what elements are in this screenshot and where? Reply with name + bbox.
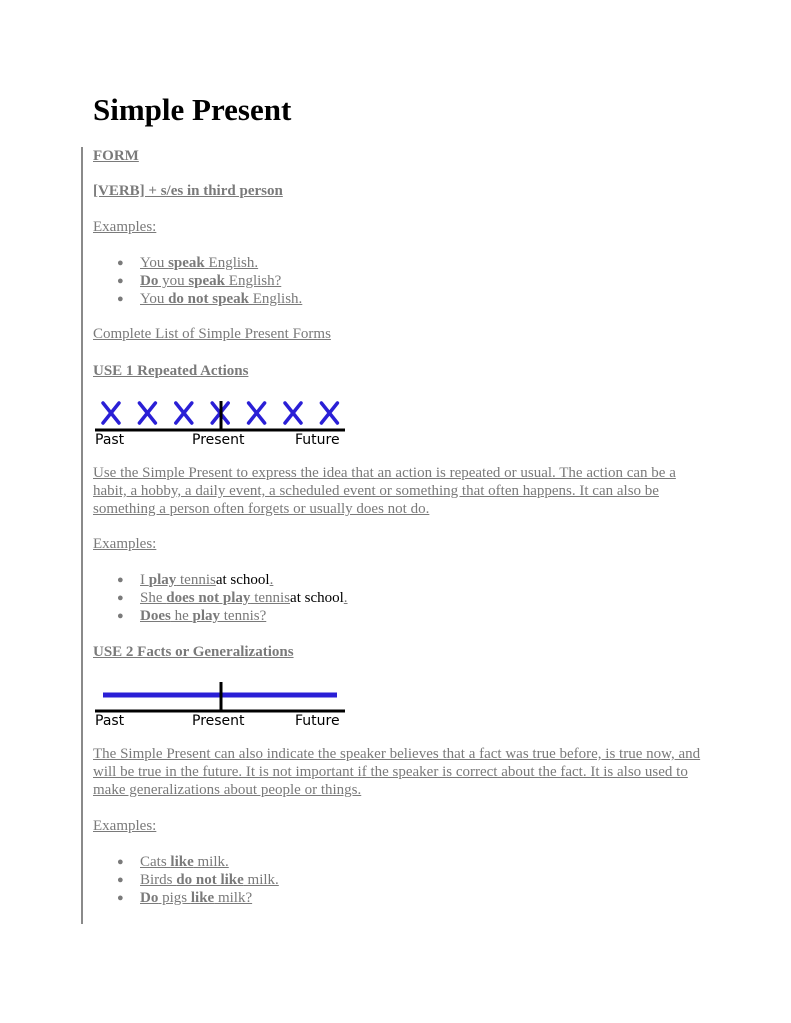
example-item bbox=[93, 607, 348, 625]
example-text: English. bbox=[248, 291, 303, 307]
timeline-past-label: Past bbox=[95, 713, 125, 728]
use1-examples-list bbox=[93, 571, 348, 625]
example-text: You bbox=[140, 255, 169, 271]
example-text: tennis? bbox=[220, 608, 267, 624]
bullet-icon: ● bbox=[117, 592, 124, 604]
use1-examples-label: Examples: bbox=[93, 536, 157, 552]
example-text: like bbox=[190, 890, 215, 906]
timeline-future-label: Future bbox=[295, 713, 340, 728]
forms-list-link[interactable]: Complete List of Simple Present Forms bbox=[93, 326, 331, 342]
example-text: play bbox=[192, 608, 221, 624]
example-text: . bbox=[343, 590, 348, 606]
example-text: do not like bbox=[176, 872, 244, 888]
use2-examples-label: Examples: bbox=[93, 818, 157, 834]
use2-timeline bbox=[93, 680, 353, 728]
use2-heading: USE 2 Facts or Generalizations bbox=[93, 644, 294, 660]
example-text: She bbox=[140, 590, 167, 606]
form-examples-list bbox=[93, 254, 302, 308]
example-text: English? bbox=[225, 273, 282, 289]
example-item bbox=[93, 853, 279, 871]
example-text: does not play bbox=[166, 590, 251, 606]
x-mark-icon bbox=[176, 403, 192, 423]
timeline-present-label: Present bbox=[192, 432, 245, 447]
example-text: speak bbox=[188, 273, 226, 289]
bullet-icon: ● bbox=[117, 574, 124, 586]
form-heading: FORM bbox=[93, 148, 139, 164]
example-item bbox=[93, 871, 279, 889]
example-text: tennis bbox=[176, 572, 216, 588]
example-item bbox=[93, 290, 302, 308]
example-item bbox=[93, 254, 302, 272]
use2-examples-list bbox=[93, 853, 279, 907]
example-text: he bbox=[170, 608, 193, 624]
example-text: tennis bbox=[250, 590, 291, 606]
example-text: pigs bbox=[158, 890, 191, 906]
bullet-icon: ● bbox=[117, 275, 124, 287]
section-left-border bbox=[81, 147, 83, 924]
example-text: milk. bbox=[243, 872, 279, 888]
example-text: Cats bbox=[140, 854, 171, 870]
example-item bbox=[93, 589, 348, 607]
timeline-present-label: Present bbox=[192, 713, 245, 728]
bullet-icon: ● bbox=[117, 257, 124, 269]
example-text: play bbox=[148, 572, 177, 588]
x-mark-icon bbox=[249, 403, 265, 423]
example-text: milk. bbox=[193, 854, 229, 870]
example-text: you bbox=[158, 273, 189, 289]
x-mark-icon bbox=[321, 403, 337, 423]
use1-timeline bbox=[93, 399, 353, 447]
example-text: Does bbox=[140, 608, 171, 624]
page-title: Simple Present bbox=[93, 92, 292, 127]
bullet-icon: ● bbox=[117, 874, 124, 886]
example-text: like bbox=[170, 854, 194, 870]
example-text: Do bbox=[140, 890, 159, 906]
use2-description: The Simple Present can also indicate the speaker believes that a fact was true before, is true now, and will be true in the future. It is not important if the speaker is correct about the fact. It is also used to make generalizations about people or things. bbox=[93, 746, 701, 798]
example-text: I bbox=[140, 572, 149, 588]
form-examples-label: Examples: bbox=[93, 219, 157, 235]
example-item bbox=[93, 889, 279, 907]
bullet-icon: ● bbox=[117, 610, 124, 622]
bullet-icon: ● bbox=[117, 892, 124, 904]
bullet-icon: ● bbox=[117, 856, 124, 868]
example-text: . bbox=[269, 572, 274, 588]
x-mark-icon bbox=[139, 403, 155, 423]
timeline-future-label: Future bbox=[295, 432, 340, 447]
form-formula: [VERB] + s/es in third person bbox=[93, 183, 283, 199]
example-text: You bbox=[140, 291, 169, 307]
example-text: at school bbox=[290, 590, 344, 606]
example-item bbox=[93, 272, 302, 290]
example-text: Do bbox=[140, 273, 159, 289]
example-text: milk? bbox=[214, 890, 253, 906]
example-text: at school bbox=[215, 572, 270, 588]
example-text: Birds bbox=[140, 872, 177, 888]
example-text: English. bbox=[204, 255, 259, 271]
example-text: do not speak bbox=[168, 291, 249, 307]
use1-description: Use the Simple Present to express the idea that an action is repeated or usual. The action can be a habit, a hobby, a daily event, a scheduled event or something that often happens. It can also be something a person often forgets or usually does not do. bbox=[93, 465, 676, 517]
timeline-past-label: Past bbox=[95, 432, 125, 447]
use1-heading: USE 1 Repeated Actions bbox=[93, 363, 249, 379]
example-item bbox=[93, 571, 348, 589]
x-mark-icon bbox=[103, 403, 119, 423]
bullet-icon: ● bbox=[117, 293, 124, 305]
x-mark-icon bbox=[285, 403, 301, 423]
example-text: speak bbox=[168, 255, 205, 271]
